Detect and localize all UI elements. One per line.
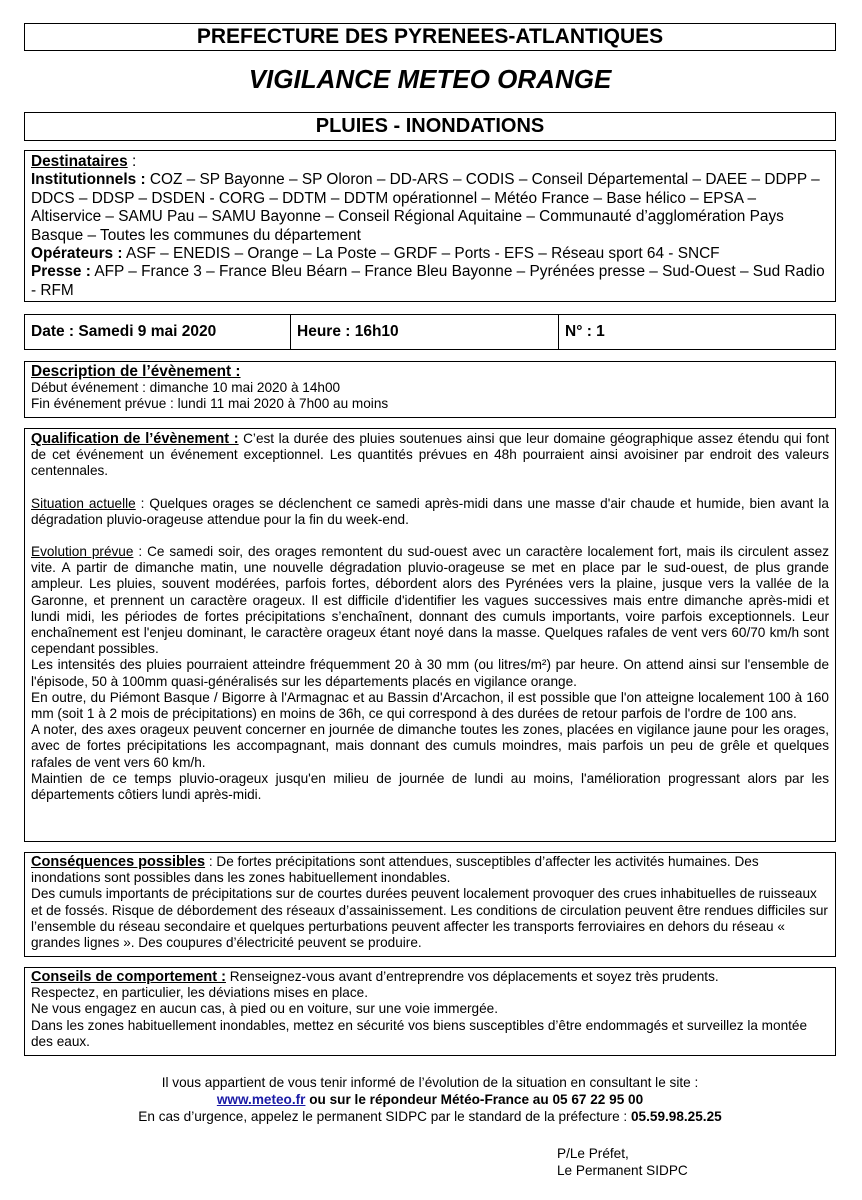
bulletin-heure: Heure : 16h10: [291, 315, 559, 349]
situation-text: : Quelques orages se déclenchent ce samedi après-midi dans une masse d'air chaude et humide, bien avant la dégradation pluvio-orageuse attendue pour la fin du week-end.: [31, 495, 829, 527]
conseils-line-zones-inondables: Dans les zones habituellement inondables, mettez en sécurité vos biens susceptibles d’être endommagés et surveillez la montée des eaux.: [31, 1017, 808, 1049]
qualification-paragraph-piemont: En outre, du Piémont Basque / Bigorre à l'Armagnac et au Bassin d'Arcachon, il est possible que l'on atteigne localement 100 à 160 mm (soit 1 à 2 mois de précipitations) en moins de 36h, ce qui correspond à des durées de retour parfois de l'ordre de 100 ans.: [31, 689, 829, 722]
qualification-paragraph-maintien: Maintien de ce temps pluvio-orageux jusqu'en milieu de journée de lundi au moins, l'amélioration progressant alors par les départements côtiers lundi après-midi.: [31, 770, 829, 803]
footer-urgence: En cas d’urgence, appelez le permanent SIDPC par le standard de la préfecture :: [138, 1109, 631, 1124]
qualification-box: [24, 428, 836, 842]
footer-info-line: Il vous appartient de vous tenir informé de l’évolution de la situation en consultant le site :: [161, 1075, 699, 1090]
operateurs-text: ASF – ENEDIS – Orange – La Poste – GRDF – Ports - EFS – Réseau sport 64 - SNCF: [122, 245, 720, 263]
conseils-line-voie-immergee: Ne vous engagez en aucun cas, à pied ou en voiture, sur une voie immergée.: [31, 1001, 499, 1017]
qualification-label: Qualification de l’évènement :: [31, 431, 239, 447]
vigilance-title: VIGILANCE METEO ORANGE: [248, 64, 612, 94]
consequences-paragraph: Des cumuls importants de précipitations sur de courtes durées peuvent localement provoquer des crues inhabituelles de ruisseaux et de fossés. Risque de débordement des réseaux d’assainissement. Les conditions de circulation peuvent être rendues difficiles sur l’ensemble du réseau secondaire et quelques perturbations peuvent affecter les transports ferroviaires en dehors du réseau « grandes lignes ». Des coupures d’électricité peuvent se produire.: [31, 886, 828, 951]
description-fin: Fin événement prévue : lundi 11 mai 2020 à 7h00 au moins: [31, 396, 389, 412]
evolution-label: Evolution prévue: [31, 544, 134, 560]
situation-label: Situation actuelle: [31, 495, 136, 511]
consequences-box: [24, 852, 836, 957]
conseils-label: Conseils de comportement :: [31, 969, 226, 985]
institutionnels-label: Institutionnels :: [31, 171, 146, 189]
destinataires-label: Destinataires: [31, 153, 128, 170]
prefecture-title: PREFECTURE DES PYRENEES-ATLANTIQUES: [24, 23, 836, 51]
bulletin-bar: [24, 314, 836, 350]
bulletin-date: Date : Samedi 9 mai 2020: [25, 315, 291, 349]
institutionnels-text: COZ – SP Bayonne – SP Oloron – DD-ARS – CODIS – Conseil Départemental – DAEE – DDPP – DDCS – DDSP – DSDEN - CORG – DDTM – DDTM opérationnel – Météo France – Base hélico – EPSA – Altiservice – SAMU Pau – SAMU Bayonne – Conseil Régional Aquitaine – Communauté d’agglomération Pays Basque – Toutes les communes du département: [31, 171, 820, 244]
signature: [557, 1145, 688, 1179]
signature-line-sidpc: Le Permanent SIDPC: [557, 1163, 688, 1178]
qualification-paragraph-axes-orageux: A noter, des axes orageux peuvent concerner en journée de dimanche toutes les zones, placées en vigilance jaune pour les orages, avec de fortes précipitations les accompagnant, mais donnant des cumuls moindres, mais parfois un peu de grêle et quelques rafales de vent vers 60 km/h.: [31, 722, 829, 770]
qualification-text: C’est la durée des pluies soutenues ainsi que leur domaine géographique assez étendu qui font de cet événement un événement exceptionnel. Les quantités prévues en 48h pourraient ainsi avoisiner par endroit des valeurs centennales.: [31, 431, 830, 479]
footer-phone: 05.59.98.25.25: [630, 1109, 722, 1124]
conseils-box: [24, 967, 836, 1056]
consequences-text: : De fortes précipitations sont attendues, susceptibles d’affecter les activités humaines. Des inondations sont possibles dans les zones habituellement inondables.: [31, 854, 759, 886]
bulletin-numero: N° : 1: [565, 323, 605, 340]
conseils-text: Renseignez-vous avant d’entreprendre vos déplacements et soyez très prudents.: [225, 969, 719, 984]
evolution-text: : Ce samedi soir, des orages remontent du sud-ouest avec un caractère localement fort, mais ils circulent assez vite. A partir de dimanche matin, une nouvelle dégradation pluvio-orageuse se met en place par le sud-ouest, de plus grande ampleur. Les pluies, souvent modérées, parfois fortes, débordent alors des Pyrénées vers la plaine, jusque vers la vallée de la Garonne, et prennent un caractère orageux. Il est difficile d'identifier les vagues successives mais entre dimanche après-midi et lundi midi, les périodes de fortes précipitations s’enchaînent, donnant des cumuls importants, voire parfois exceptionnels. Leur enchaînement est l'enjeu dominant, le caractère orageux étant noyé dans la masse. Quelques rafales de vent vers 60/70 km/h sont cependant possibles.: [31, 544, 829, 657]
presse-label: Presse :: [31, 263, 91, 281]
conseils-line-deviations: Respectez, en particulier, les déviations mises en place.: [31, 985, 368, 1001]
signature-line-prefet: P/Le Préfet,: [557, 1146, 629, 1161]
destinataires-box: [24, 150, 836, 302]
qualification-paragraph-intensites: Les intensités des pluies pourraient atteindre fréquemment 20 à 30 mm (ou litres/m²) par heure. On attend ainsi sur l'ensemble de l'épisode, 50 à 100mm quasi-généralisés sur les départements placés en vigilance orange.: [31, 657, 829, 689]
phenomenon-title: PLUIES - INONDATIONS: [24, 112, 836, 141]
description-debut: Début événement : dimanche 10 mai 2020 à 14h00: [31, 380, 341, 395]
consequences-label: Conséquences possibles: [31, 854, 206, 870]
meteo-link[interactable]: www.meteo.fr: [216, 1092, 306, 1107]
operateurs-label: Opérateurs :: [31, 245, 123, 263]
footer: [24, 1074, 836, 1125]
footer-repondeur: ou sur le répondeur Météo-France au 05 67 22 95 00: [305, 1092, 644, 1107]
description-box: [24, 361, 836, 418]
presse-text: AFP – France 3 – France Bleu Béarn – France Bleu Bayonne – Pyrénées presse – Sud-Ouest – Sud Radio - RFM: [31, 263, 825, 299]
description-label: Description de l’évènement :: [31, 363, 241, 380]
destinataires-label-suffix: :: [127, 153, 137, 170]
